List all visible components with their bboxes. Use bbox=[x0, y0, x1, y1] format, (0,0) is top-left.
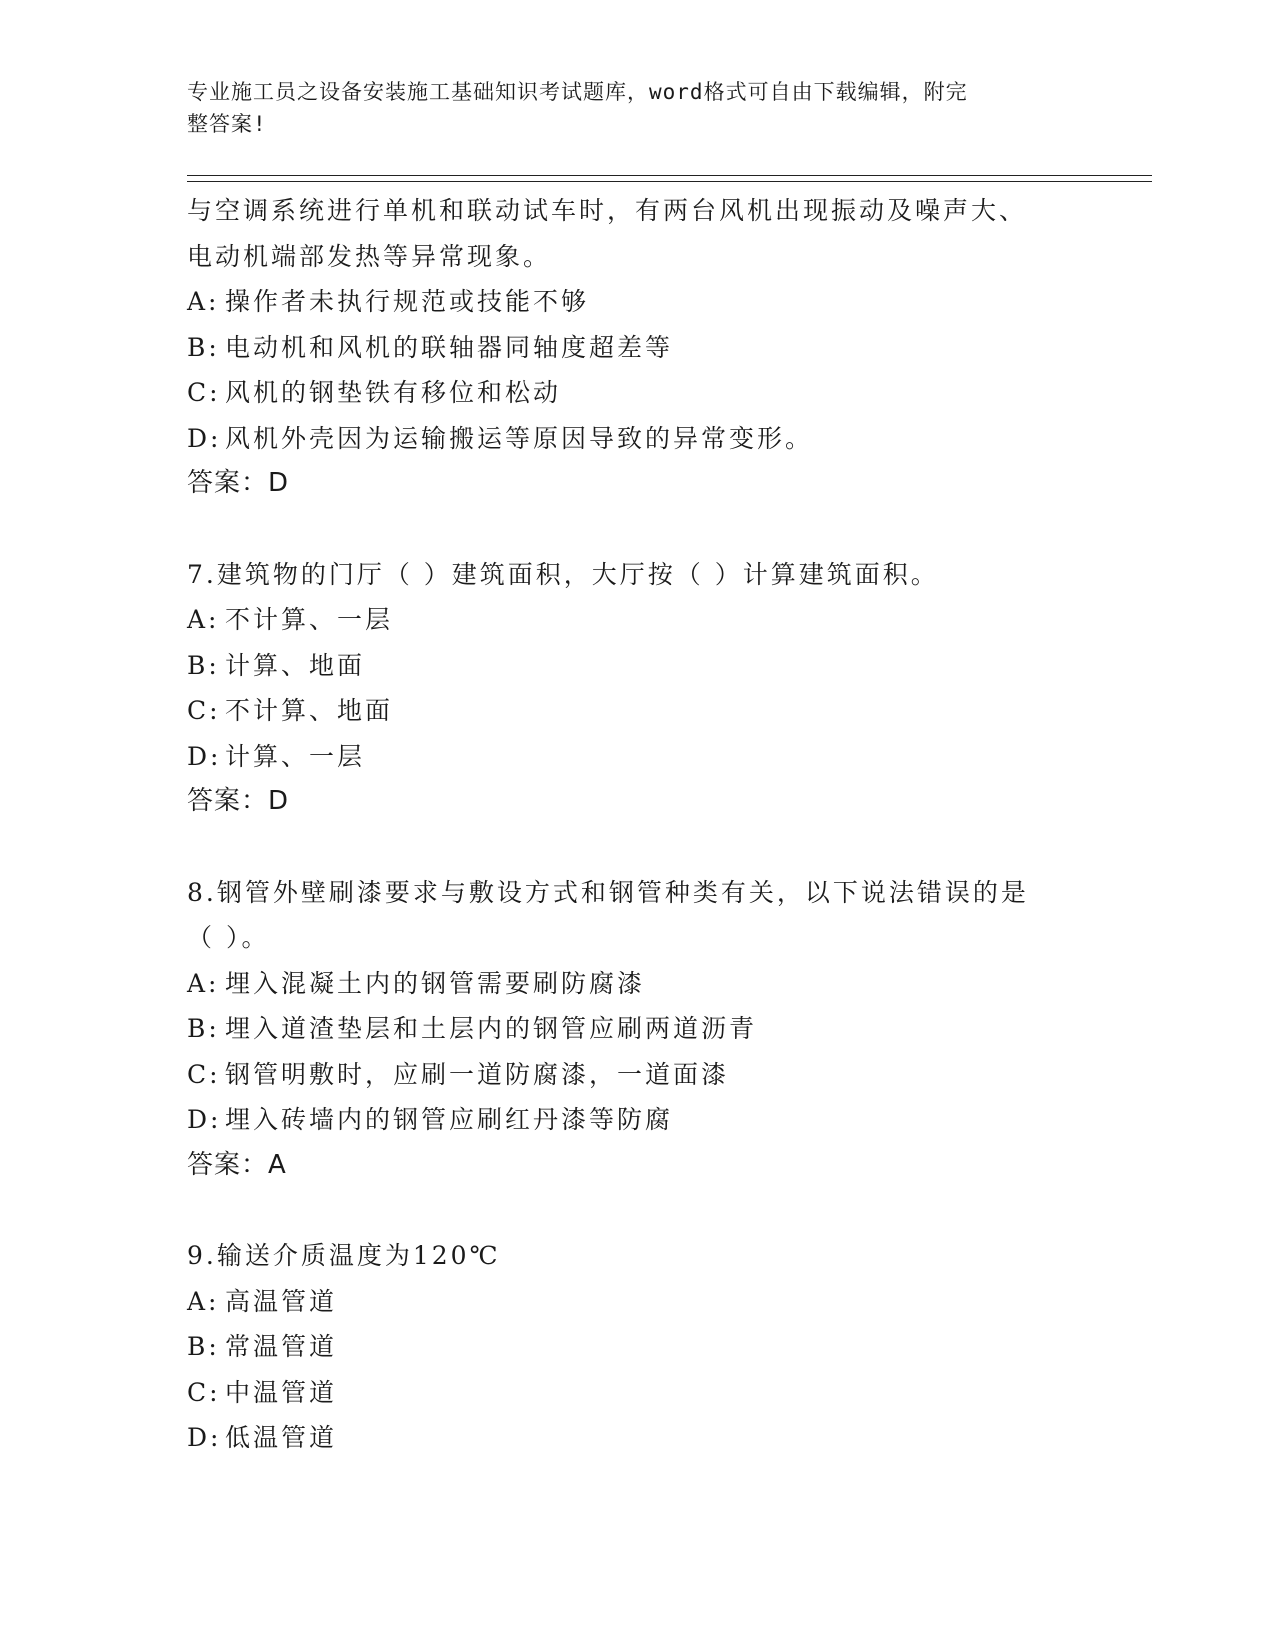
header-rule-top bbox=[187, 175, 1152, 176]
option-key: C: bbox=[187, 378, 221, 407]
option-text: 不计算、一层 bbox=[225, 605, 394, 634]
question-7 bbox=[187, 552, 1067, 825]
option-text: 风机外壳因为运输搬运等原因导致的异常变形。 bbox=[225, 423, 814, 453]
option-text: 埋入道渣垫层和土层内的钢管应刷两道沥青 bbox=[225, 1014, 758, 1043]
option-key: B: bbox=[187, 1014, 220, 1043]
spacer bbox=[187, 507, 1067, 552]
option-key: C: bbox=[187, 696, 221, 725]
option-d bbox=[187, 416, 1067, 462]
option-d bbox=[187, 1097, 1067, 1143]
option-key: C: bbox=[187, 1059, 221, 1089]
option-text: 钢管明敷时，应刷一道防腐漆，一道面漆 bbox=[225, 1059, 730, 1089]
option-b bbox=[187, 325, 1067, 371]
option-key: A: bbox=[187, 287, 220, 316]
option-text: 操作者未执行规范或技能不够 bbox=[225, 287, 590, 316]
question-stem: 7.建筑物的门厅（ ）建筑面积，大厅按（ ）计算建筑面积。 bbox=[187, 559, 939, 589]
option-text: 计算、地面 bbox=[225, 650, 366, 680]
header-line-1: 专业施工员之设备安装施工基础知识考试题库，word格式可自由下载编辑，附完 bbox=[187, 80, 968, 104]
option-text: 电动机和风机的联轴器同轴度超差等 bbox=[225, 332, 674, 362]
option-text: 不计算、地面 bbox=[225, 696, 394, 725]
option-key: B: bbox=[187, 1332, 220, 1361]
question-stem: 9.输送介质温度为120℃ bbox=[187, 1241, 501, 1270]
option-text: 风机的钢垫铁有移位和松动 bbox=[225, 378, 562, 407]
header-rule-bottom bbox=[187, 181, 1152, 182]
option-key: A: bbox=[187, 605, 220, 634]
option-key: A: bbox=[187, 1286, 220, 1316]
question-stem: （ ）。 bbox=[187, 923, 270, 952]
option-key: B: bbox=[187, 332, 220, 362]
option-text: 高温管道 bbox=[225, 1286, 338, 1316]
option-d bbox=[187, 1415, 1067, 1461]
question-9 bbox=[187, 1233, 1067, 1461]
option-text: 中温管道 bbox=[225, 1377, 338, 1407]
question-stem: 8.钢管外壁刷漆要求与敷设方式和钢管种类有关，以下说法错误的是 bbox=[187, 877, 1029, 907]
document-header bbox=[187, 76, 1067, 140]
answer-line: 答案：A bbox=[187, 1149, 287, 1180]
option-c bbox=[187, 1052, 1067, 1098]
option-key: D: bbox=[187, 741, 222, 771]
answer-line: 答案：D bbox=[187, 786, 290, 816]
option-c bbox=[187, 1370, 1067, 1416]
option-text: 常温管道 bbox=[225, 1332, 338, 1361]
question-stem: 与空调系统进行单机和联动试车时，有两台风机出现振动及噪声大、 bbox=[187, 196, 1028, 225]
question-stem: 电动机端部发热等异常现象。 bbox=[187, 241, 552, 271]
option-a bbox=[187, 597, 1067, 643]
question-6 bbox=[187, 188, 1067, 507]
option-a bbox=[187, 1279, 1067, 1325]
spacer bbox=[187, 825, 1067, 870]
option-text: 埋入混凝土内的钢管需要刷防腐漆 bbox=[225, 968, 646, 998]
option-a bbox=[187, 279, 1067, 325]
question-8 bbox=[187, 870, 1067, 1189]
option-b bbox=[187, 1006, 1067, 1052]
option-key: B: bbox=[187, 650, 220, 680]
option-key: D: bbox=[187, 1105, 222, 1134]
answer-line: 答案：D bbox=[187, 468, 290, 498]
option-text: 计算、一层 bbox=[225, 741, 366, 771]
spacer bbox=[187, 1188, 1067, 1233]
option-key: D: bbox=[187, 423, 222, 453]
option-c bbox=[187, 370, 1067, 416]
option-b bbox=[187, 1324, 1067, 1370]
option-d bbox=[187, 734, 1067, 780]
option-text: 埋入砖墙内的钢管应刷红丹漆等防腐 bbox=[225, 1105, 674, 1134]
option-c bbox=[187, 688, 1067, 734]
header-line-2: 整答案! bbox=[187, 112, 267, 136]
option-key: C: bbox=[187, 1377, 221, 1407]
option-key: A: bbox=[187, 968, 220, 998]
option-a bbox=[187, 961, 1067, 1007]
option-b bbox=[187, 643, 1067, 689]
question-list bbox=[187, 188, 1067, 1461]
option-key: D: bbox=[187, 1423, 222, 1452]
option-text: 低温管道 bbox=[225, 1423, 338, 1452]
